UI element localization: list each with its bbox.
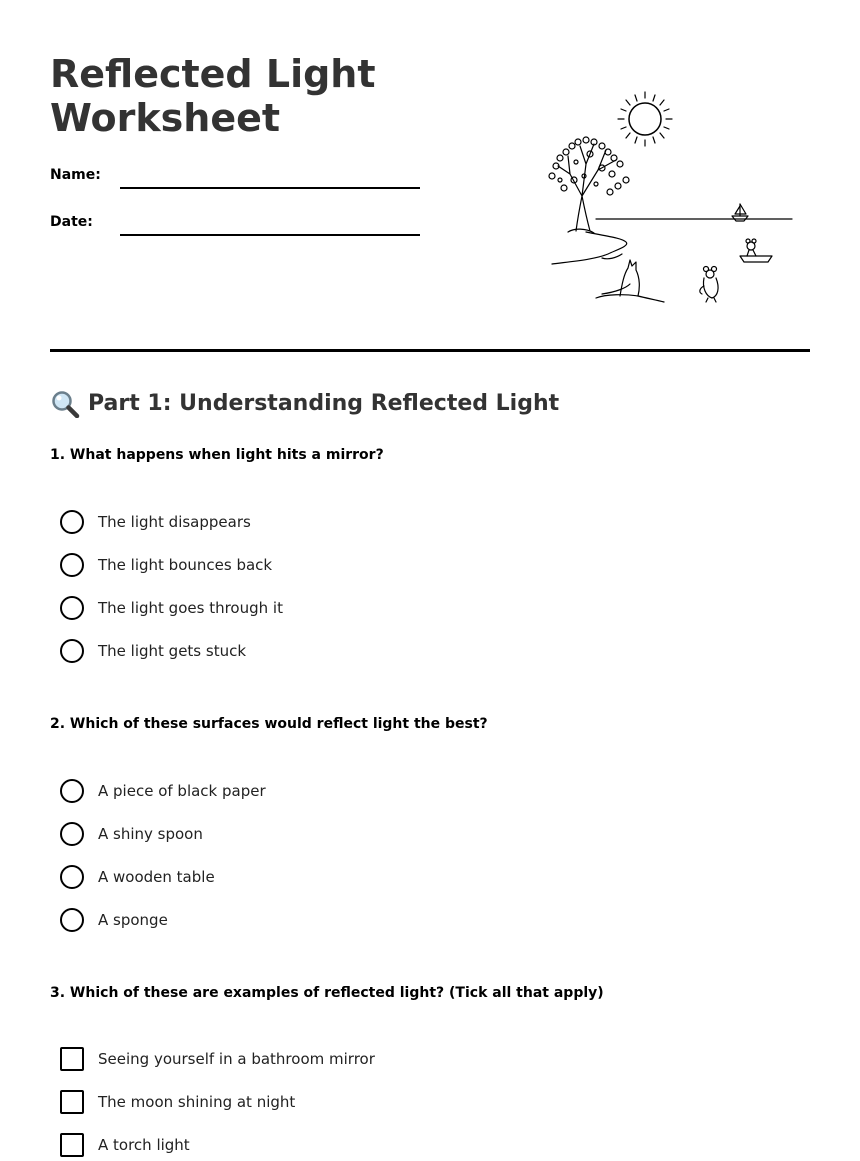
option-label: A shiny spoon xyxy=(98,825,203,843)
checkbox[interactable] xyxy=(60,1090,84,1114)
cat-icon xyxy=(596,260,664,302)
part1-heading xyxy=(50,390,559,418)
magnifying-glass-icon xyxy=(50,390,80,418)
question-2-option-1[interactable] xyxy=(60,778,266,804)
question-3-option-2[interactable] xyxy=(60,1089,295,1115)
option-label: The light gets stuck xyxy=(98,642,247,660)
option-label: The light disappears xyxy=(98,513,251,531)
question-3-option-3[interactable] xyxy=(60,1132,190,1158)
title-line-1: Reflected Light xyxy=(50,52,376,96)
checkbox[interactable] xyxy=(60,1047,84,1071)
option-label: A piece of black paper xyxy=(98,782,266,800)
checkbox[interactable] xyxy=(60,1133,84,1157)
scene-illustration xyxy=(546,88,796,310)
question-1: 1. What happens when light hits a mirror? xyxy=(50,447,384,463)
option-label: A torch light xyxy=(98,1136,190,1154)
rowboat-icon xyxy=(740,239,772,262)
radio-button[interactable] xyxy=(60,553,84,577)
radio-button[interactable] xyxy=(60,510,84,534)
question-1-option-1[interactable] xyxy=(60,509,251,535)
header-divider xyxy=(50,349,810,352)
question-2-option-2[interactable] xyxy=(60,821,203,847)
sun-icon xyxy=(618,92,672,146)
name-label: Name: xyxy=(50,167,101,183)
question-1-option-2[interactable] xyxy=(60,552,272,578)
question-1-option-4[interactable] xyxy=(60,638,246,664)
radio-button[interactable] xyxy=(60,908,84,932)
option-label: A sponge xyxy=(98,911,168,929)
name-field[interactable] xyxy=(120,187,420,189)
radio-button[interactable] xyxy=(60,822,84,846)
question-2-option-4[interactable] xyxy=(60,907,168,933)
option-label: A wooden table xyxy=(98,868,215,886)
part1-title: Part 1: Understanding Reflected Light xyxy=(88,391,560,416)
date-label: Date: xyxy=(50,214,93,230)
mouse-icon xyxy=(700,267,718,303)
radio-button[interactable] xyxy=(60,639,84,663)
radio-button[interactable] xyxy=(60,865,84,889)
question-3: 3. Which of these are examples of reflected light? (Tick all that apply) xyxy=(50,985,604,1001)
question-2: 2. Which of these surfaces would reflect light the best? xyxy=(50,716,488,732)
question-3-option-1[interactable] xyxy=(60,1046,375,1072)
option-label: The light goes through it xyxy=(98,599,283,617)
option-label: Seeing yourself in a bathroom mirror xyxy=(98,1050,375,1068)
option-label: The light bounces back xyxy=(98,556,273,574)
radio-button[interactable] xyxy=(60,779,84,803)
option-label: The moon shining at night xyxy=(98,1093,296,1111)
date-field[interactable] xyxy=(120,234,420,236)
radio-button[interactable] xyxy=(60,596,84,620)
title-line-2: Worksheet xyxy=(50,96,281,140)
worksheet-title xyxy=(50,52,470,140)
question-1-option-3[interactable] xyxy=(60,595,283,621)
question-2-option-3[interactable] xyxy=(60,864,215,890)
